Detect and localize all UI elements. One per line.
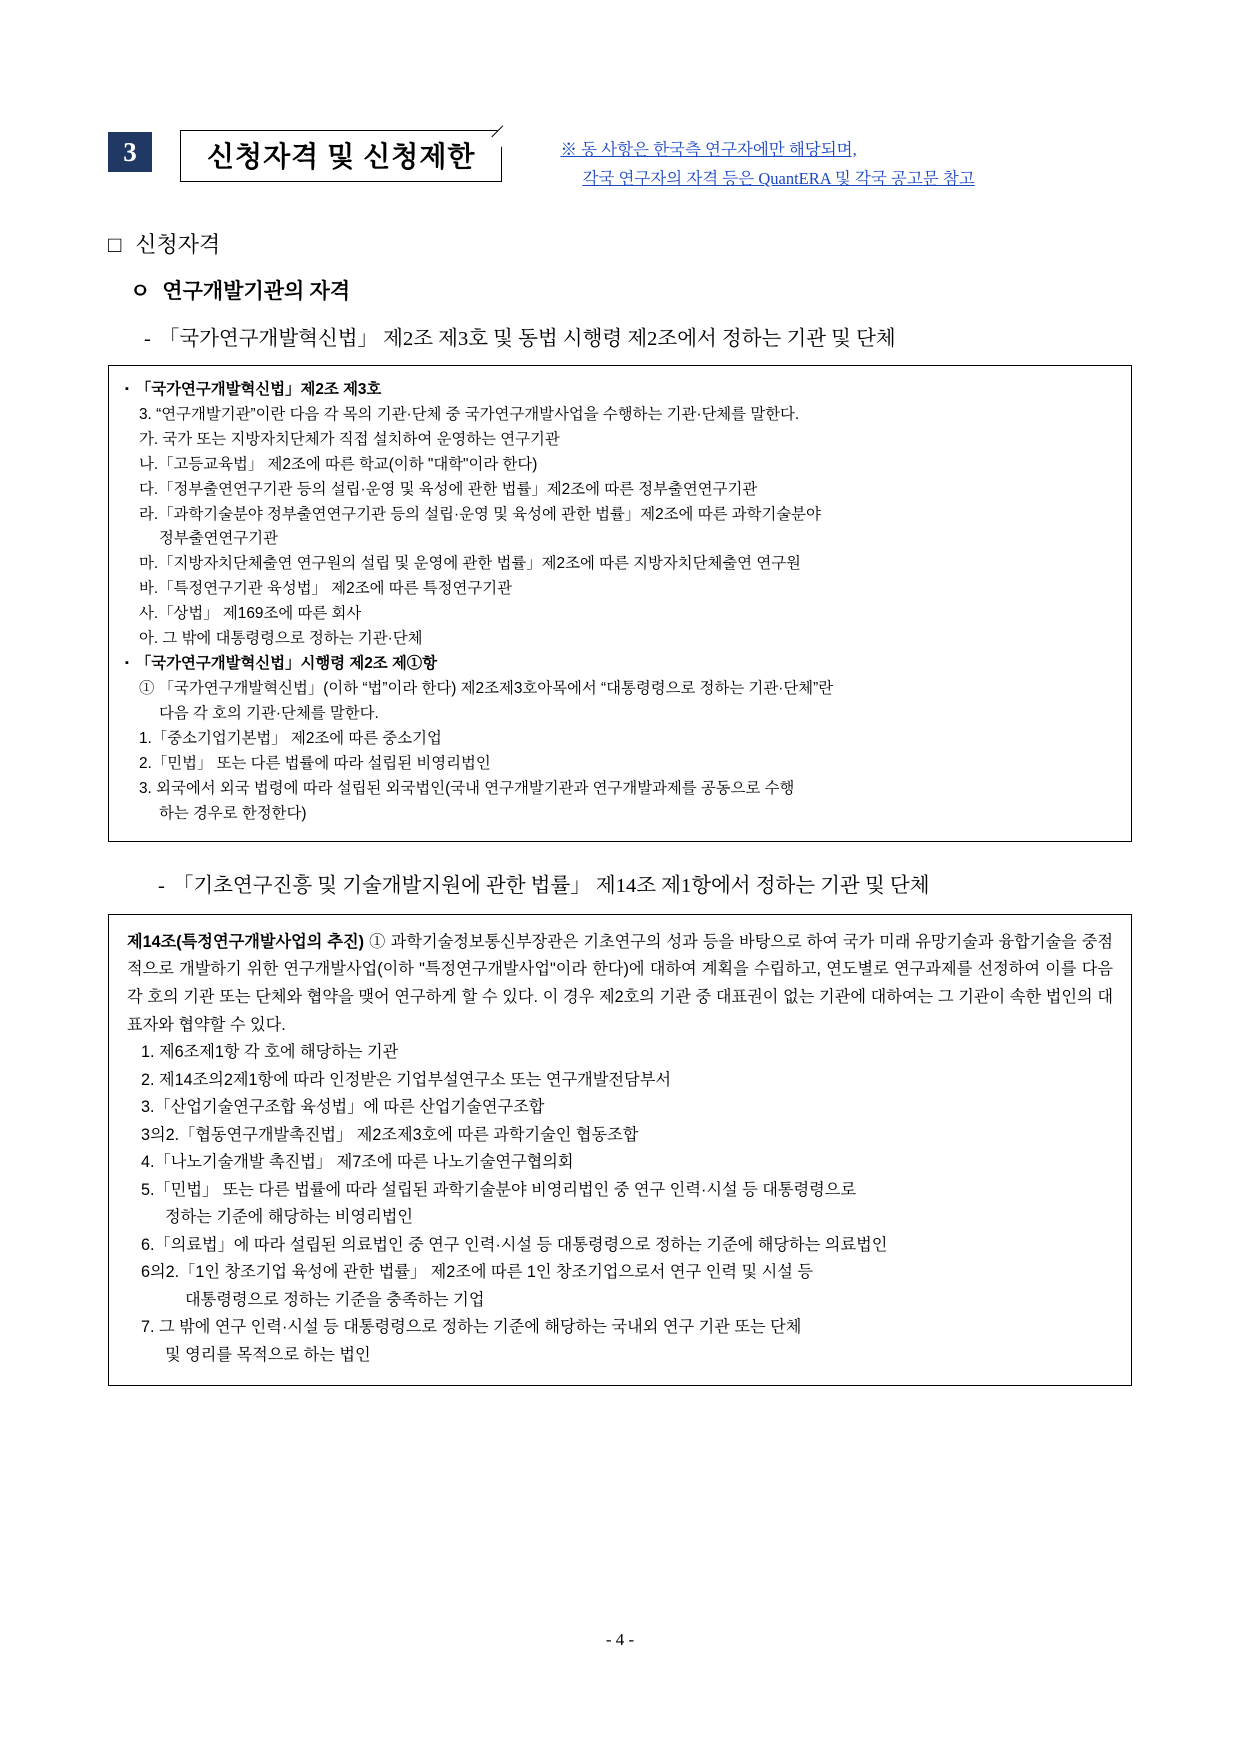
law-quote-box-2 [108, 914, 1132, 1387]
dash-marker: - [144, 327, 151, 350]
header-note [560, 136, 974, 194]
dash-marker-2: - [158, 874, 165, 897]
outline-level-square [108, 228, 1132, 259]
law-box2-item: 7. 그 밖에 연구 인력·시설 등 대통령령으로 정하는 기준에 해당하는 국내외 연구 기관 또는 단체 [141, 1318, 802, 1337]
circle-marker: ㅇ [130, 278, 151, 303]
law-box1-line: 1.「중소기업기본법」 제2조에 따른 중소기업 [139, 730, 442, 748]
law-box1-line: 가. 국가 또는 지방자치단체가 직접 설치하여 운영하는 연구기관 [139, 430, 560, 448]
square-bullet-icon: ▪ [125, 657, 129, 670]
circle-label: 연구개발기관의 자격 [162, 278, 351, 303]
law-box2-article-body: ① 과학기술정보통신부장관은 기초연구의 성과 등을 바탕으로 하여 국가 미래 유망기술과 융합기술을 중점적으로 개발하기 위한 연구개발사업(이하 "특정연구개발사업"이라 한다)에 대하여 계획을 수립하고, 연도별로 연구과제를 선정하여 이를 다음 각 호의 기관 또는 단체와 협약을 맺어 연구하게 할 수 있다. 이 경우 제2호의 기관 중 대표권이 없는 기관에 대하여는 그 기관이 속한 법인의 대표자와 협약할 수 있다. [127, 932, 1113, 1034]
law-box1-line: 라.「과학기술분야 정부출연연구기관 등의 설립·운영 및 육성에 관한 법률」제2조에 따른 과학기술분야 [139, 505, 821, 523]
law-box2-item: 4.「나노기술개발 촉진법」 제7조에 따른 나노기술연구협의회 [141, 1153, 574, 1172]
law-box1-heading-2 [125, 652, 1115, 677]
section-number-badge: 3 [108, 132, 152, 172]
law-box2-item: 1. 제6조제1항 각 호에 해당하는 기관 [141, 1043, 399, 1062]
page-footer [0, 1630, 1240, 1650]
law-box1-heading-2-text: 「국가연구개발혁신법」시행령 제2조 제①항 [135, 655, 438, 673]
section-title-box [180, 130, 502, 182]
dash-label-1: 「국가연구개발혁신법」 제2조 제3호 및 동법 시행령 제2조에서 정하는 기관 및 단체 [158, 327, 896, 350]
law-box2-article-title: 제14조(특정연구개발사업의 추진) [127, 932, 365, 951]
law-box2-paragraph [127, 929, 1113, 1039]
outline-level-dash-2 [158, 868, 1132, 898]
law-box2-item: 6.「의료법」에 따라 설립된 의료법인 중 연구 인력·시설 등 대통령령으로 정하는 기준에 해당하는 의료법인 [141, 1235, 888, 1254]
law-box1-heading-1 [125, 378, 1115, 403]
law-box1-line: 2.「민법」 또는 다른 법률에 따라 설립된 비영리법인 [139, 755, 491, 773]
square-marker: □ [108, 231, 122, 257]
header-note-line-2: 각국 연구자의 자격 등은 QuantERA 및 각국 공고문 참고 [582, 168, 975, 188]
header-note-line-1: ※ 동 사항은 한국측 연구자에만 해당되며, [560, 140, 857, 159]
law-box2-item: 6의2.「1인 창조기업 육성에 관한 법률」 제2조에 따른 1인 창조기업으로서 연구 인력 및 시설 등 [141, 1263, 814, 1282]
law-box2-item-continuation: 및 영리를 목적으로 하는 법인 [165, 1345, 371, 1364]
square-bullet-icon: ▪ [125, 382, 129, 395]
law-box1-line: 나.「고등교육법」 제2조에 따른 학교(이하 "대학"이라 한다) [139, 455, 538, 473]
law-box2-item: 3의2.「협동연구개발촉진법」 제2조제3호에 따른 과학기술인 협동조합 [141, 1125, 639, 1144]
law-box1-line: 마.「지방자치단체출연 연구원의 설립 및 운영에 관한 법률」제2조에 따른 지방자치단체출연 연구원 [139, 555, 801, 573]
law-box1-line: 3. “연구개발기관”이란 다음 각 목의 기관·단체 중 국가연구개발사업을 수행하는 기관·단체를 말한다. [139, 405, 800, 423]
law-quote-box-1 [108, 365, 1132, 842]
law-box1-line-continuation: 다음 각 호의 기관·단체를 말한다. [159, 705, 379, 723]
law-box1-line: 다.「정부출연연구기관 등의 설립·운영 및 육성에 관한 법률」제2조에 따른 정부출연연구기관 [139, 480, 758, 498]
law-box2-item: 5.「민법」 또는 다른 법률에 따라 설립된 과학기술분야 비영리법인 중 연구 인력·시설 등 대통령령으로 [141, 1180, 857, 1199]
law-box2-item-continuation: 정하는 기준에 해당하는 비영리법인 [165, 1208, 414, 1227]
law-box1-line: 바.「특정연구기관 육성법」 제2조에 따른 특정연구기관 [139, 580, 512, 598]
law-box2-item: 3.「산업기술연구조합 육성법」에 따른 산업기술연구조합 [141, 1098, 545, 1117]
page-content [108, 130, 1132, 1386]
dash-label-2: 「기초연구진흥 및 기술개발지원에 관한 법률」 제14조 제1항에서 정하는 기관 및 단체 [172, 874, 930, 897]
section-title: 신청자격 및 신청제한 [207, 142, 476, 173]
law-box1-line-continuation: 하는 경우로 한정한다) [159, 804, 307, 822]
outline-level-dash-1 [144, 321, 1132, 351]
corner-fold-decoration [491, 126, 514, 149]
law-box1-line: ① 「국가연구개발혁신법」(이하 “법”이라 한다) 제2조제3호아목에서 “대통령령으로 정하는 기관·단체”란 [139, 680, 834, 698]
square-label: 신청자격 [135, 231, 221, 257]
law-box1-line-continuation: 정부출연연구기관 [159, 530, 278, 548]
law-box1-line: 사.「상법」 제169조에 따른 회사 [139, 605, 362, 623]
law-box2-item-continuation: 대통령령으로 정하는 기준을 충족하는 기업 [185, 1290, 485, 1309]
outline-level-circle [130, 275, 1132, 305]
law-box1-line: 3. 외국에서 외국 법령에 따라 설립된 외국법인(국내 연구개발기관과 연구개발과제를 공동으로 수행 [139, 780, 795, 797]
law-box1-line: 아. 그 밖에 대통령령으로 정하는 기관·단체 [139, 630, 423, 648]
law-box1-heading-1-text: 「국가연구개발혁신법」제2조 제3호 [135, 380, 382, 398]
section-header [108, 130, 1132, 194]
page-number: - 4 - [605, 1630, 635, 1649]
law-box2-item: 2. 제14조의2제1항에 따라 인정받은 기업부설연구소 또는 연구개발전담부서 [141, 1070, 671, 1089]
